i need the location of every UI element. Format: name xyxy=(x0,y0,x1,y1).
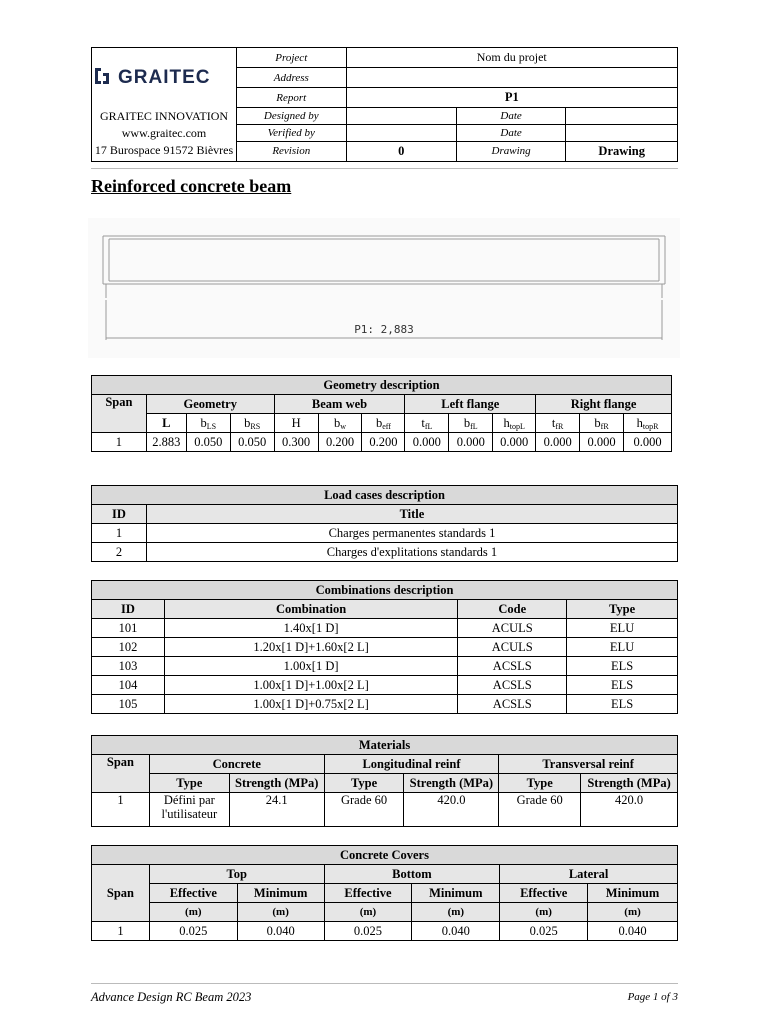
value-report: P1 xyxy=(346,88,677,108)
table-cell: ACSLS xyxy=(458,695,567,714)
table-cell: Charges d'explitations standards 1 xyxy=(146,543,677,562)
table-cell: 1.00x[1 D]+0.75x[2 L] xyxy=(164,695,457,714)
table-cell: Charges permanentes standards 1 xyxy=(146,524,677,543)
materials-subheader: Strength (MPa) xyxy=(404,774,499,793)
covers-unit: (m) xyxy=(149,903,237,922)
table-cell: ELU xyxy=(567,619,678,638)
table-cell: 0.050 xyxy=(230,433,274,452)
table-cell: 0.000 xyxy=(449,433,493,452)
label-address: Address xyxy=(237,68,347,88)
covers-unit: (m) xyxy=(500,903,588,922)
table-row xyxy=(92,638,678,657)
table-row xyxy=(92,922,678,941)
table-cell: 420.0 xyxy=(581,793,678,827)
span-dimension-label: P1: 2,883 xyxy=(354,323,414,336)
table-cell: 2.883 xyxy=(146,433,186,452)
graitec-logo xyxy=(94,65,234,87)
load-cases-title: Load cases description xyxy=(92,486,678,505)
covers-header-lateral: Lateral xyxy=(500,865,678,884)
label-drawing: Drawing xyxy=(456,142,566,161)
company-address: 17 Burospace 91572 Bièvres xyxy=(94,142,234,157)
value-project: Nom du projet xyxy=(346,48,677,68)
label-revision: Revision xyxy=(237,142,347,161)
covers-subheader: Effective xyxy=(500,884,588,903)
covers-subheader: Effective xyxy=(324,884,412,903)
company-info xyxy=(92,108,237,162)
label-date-verified: Date xyxy=(456,125,566,142)
table-row xyxy=(92,543,678,562)
logo-cell xyxy=(92,48,237,108)
geometry-col-header: $b_w$ xyxy=(318,414,362,433)
concrete-covers-table xyxy=(91,845,678,941)
value-verified-date xyxy=(566,125,678,142)
materials-title: Materials xyxy=(92,736,678,755)
label-verified-by: Verified by xyxy=(237,125,347,142)
combinations-title: Combinations description xyxy=(92,581,678,600)
load-cases-table xyxy=(91,485,678,562)
label-date-designed: Date xyxy=(456,108,566,125)
table-cell: 0.200 xyxy=(362,433,405,452)
label-project: Project xyxy=(237,48,347,68)
covers-unit: (m) xyxy=(588,903,678,922)
table-row xyxy=(92,695,678,714)
table-cell: 0.000 xyxy=(624,433,672,452)
combinations-header-id: ID xyxy=(92,600,165,619)
table-cell: 103 xyxy=(92,657,165,676)
table-row xyxy=(92,524,678,543)
geometry-column-headers xyxy=(92,414,672,433)
table-cell: 0.000 xyxy=(405,433,449,452)
table-cell: ELS xyxy=(567,676,678,695)
table-cell: 2 xyxy=(92,543,147,562)
load-cases-header-id: ID xyxy=(92,505,147,524)
table-cell: 0.025 xyxy=(324,922,412,941)
footer-page-number: Page 1 of 3 xyxy=(627,991,678,1003)
load-cases-header-title: Title xyxy=(146,505,677,524)
geometry-header-geometry: Geometry xyxy=(146,395,274,414)
value-designed-by xyxy=(346,108,456,125)
value-designed-date xyxy=(566,108,678,125)
materials-subheader: Type xyxy=(499,774,581,793)
label-report: Report xyxy=(237,88,347,108)
table-cell: 0.040 xyxy=(237,922,324,941)
company-name: GRAITEC INNOVATION xyxy=(99,108,229,123)
covers-title: Concrete Covers xyxy=(92,846,678,865)
covers-unit: (m) xyxy=(237,903,324,922)
geometry-col-header: $b_{fR}$ xyxy=(580,414,624,433)
table-cell: ACULS xyxy=(458,619,567,638)
geometry-col-header: $t_{fL}$ xyxy=(405,414,449,433)
geometry-header-beam-web: Beam web xyxy=(274,395,405,414)
table-cell: 1 xyxy=(92,922,150,941)
geometry-col-header: $h_{topL}$ xyxy=(493,414,536,433)
company-website: www.graitec.com xyxy=(121,125,207,140)
geometry-table xyxy=(91,375,672,452)
table-cell: 0.025 xyxy=(500,922,588,941)
materials-header-concrete: Concrete xyxy=(149,755,324,774)
table-cell: 0.200 xyxy=(318,433,362,452)
table-cell: ELU xyxy=(567,638,678,657)
table-cell: 1.20x[1 D]+1.60x[2 L] xyxy=(164,638,457,657)
covers-subheader: Minimum xyxy=(588,884,678,903)
covers-header-top: Top xyxy=(149,865,324,884)
covers-subheader: Effective xyxy=(149,884,237,903)
combinations-header-code: Code xyxy=(458,600,567,619)
materials-header-span: Span xyxy=(92,755,150,793)
table-cell: ACSLS xyxy=(458,676,567,695)
table-cell: 1.00x[1 D]+1.00x[2 L] xyxy=(164,676,457,695)
table-cell: 0.050 xyxy=(186,433,230,452)
table-cell: 1 xyxy=(92,433,147,452)
value-verified-by xyxy=(346,125,456,142)
materials-subheader: Type xyxy=(149,774,229,793)
table-cell: 0.025 xyxy=(149,922,237,941)
table-cell: 24.1 xyxy=(229,793,324,827)
beam-elevation-figure xyxy=(88,218,680,358)
table-row xyxy=(92,676,678,695)
table-cell: 0.000 xyxy=(580,433,624,452)
label-designed-by: Designed by xyxy=(237,108,347,125)
geometry-table-title: Geometry description xyxy=(92,376,672,395)
table-row xyxy=(92,433,672,452)
table-cell: 1 xyxy=(92,524,147,543)
geometry-header-right-flange: Right flange xyxy=(536,395,672,414)
geometry-col-header: H xyxy=(274,414,318,433)
geometry-header-left-flange: Left flange xyxy=(405,395,536,414)
table-cell: Défini par l'utilisateur xyxy=(149,793,229,827)
geometry-col-header: $b_{eff}$ xyxy=(362,414,405,433)
table-row xyxy=(92,793,678,827)
covers-header-span: Span xyxy=(92,865,150,922)
combinations-header-type: Type xyxy=(567,600,678,619)
graitec-logo-text: GRAITEC xyxy=(118,66,211,87)
geometry-col-header: $h_{topR}$ xyxy=(624,414,672,433)
table-cell: 1.00x[1 D] xyxy=(164,657,457,676)
table-cell: 0.000 xyxy=(493,433,536,452)
table-cell: Grade 60 xyxy=(324,793,404,827)
covers-header-bottom: Bottom xyxy=(324,865,500,884)
page-title: Reinforced concrete beam xyxy=(91,176,292,196)
materials-header-longitudinal: Longitudinal reinf xyxy=(324,755,499,774)
table-cell: Grade 60 xyxy=(499,793,581,827)
geometry-col-header: $b_{LS}$ xyxy=(186,414,230,433)
covers-unit: (m) xyxy=(324,903,412,922)
header-divider xyxy=(91,168,678,169)
combinations-table xyxy=(91,580,678,714)
table-cell: 105 xyxy=(92,695,165,714)
table-cell: 0.040 xyxy=(588,922,678,941)
value-revision: 0 xyxy=(346,142,456,161)
table-cell: 101 xyxy=(92,619,165,638)
table-cell: 420.0 xyxy=(404,793,499,827)
table-cell: 1 xyxy=(92,793,150,827)
value-drawing: Drawing xyxy=(566,142,678,161)
table-cell: 102 xyxy=(92,638,165,657)
footer-divider xyxy=(91,983,678,984)
table-cell: 0.040 xyxy=(412,922,500,941)
value-address xyxy=(346,68,677,88)
geometry-col-header: $b_{fL}$ xyxy=(449,414,493,433)
covers-unit: (m) xyxy=(412,903,500,922)
geometry-col-header: $b_{RS}$ xyxy=(230,414,274,433)
geometry-header-span: Span xyxy=(92,395,147,433)
geometry-col-header: L xyxy=(146,414,186,433)
table-row xyxy=(92,657,678,676)
table-cell: ELS xyxy=(567,657,678,676)
materials-subheader: Strength (MPa) xyxy=(229,774,324,793)
table-cell: ACULS xyxy=(458,638,567,657)
table-cell: 1.40x[1 D] xyxy=(164,619,457,638)
materials-table xyxy=(91,735,678,827)
table-cell: 104 xyxy=(92,676,165,695)
footer-software-name: Advance Design RC Beam 2023 xyxy=(91,990,252,1004)
materials-subheader: Type xyxy=(324,774,404,793)
covers-subheader: Minimum xyxy=(237,884,324,903)
covers-subheader: Minimum xyxy=(412,884,500,903)
table-cell: 0.000 xyxy=(536,433,580,452)
combinations-header-combination: Combination xyxy=(164,600,457,619)
materials-header-transversal: Transversal reinf xyxy=(499,755,678,774)
geometry-col-header: $t_{fR}$ xyxy=(536,414,580,433)
table-cell: ACSLS xyxy=(458,657,567,676)
report-header xyxy=(91,47,678,162)
materials-subheader: Strength (MPa) xyxy=(581,774,678,793)
table-row xyxy=(92,619,678,638)
graitec-logo-mark xyxy=(95,68,109,84)
table-cell: ELS xyxy=(567,695,678,714)
table-cell: 0.300 xyxy=(274,433,318,452)
